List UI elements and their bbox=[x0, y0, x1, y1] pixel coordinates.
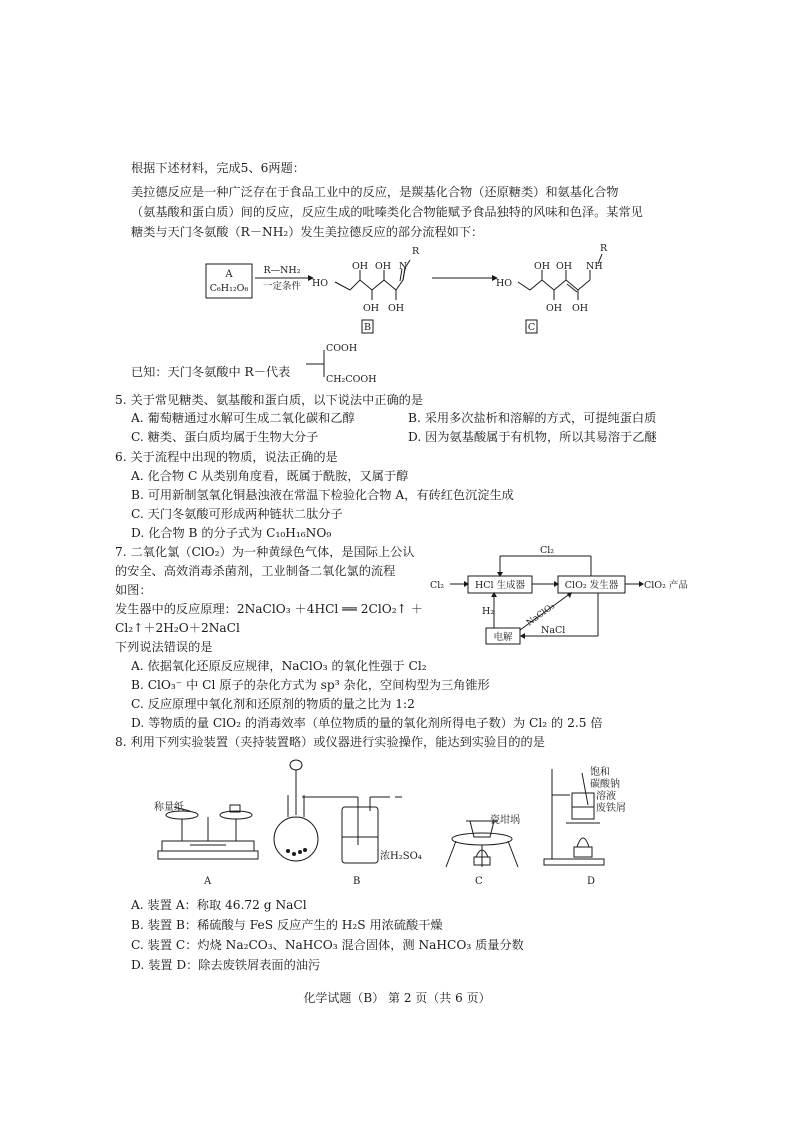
apparatus-b-flask bbox=[274, 760, 402, 863]
q5-option-b: B. 采用多次盐析和溶解的方式，可提纯蛋白质 bbox=[408, 411, 657, 425]
q5-option-c: C. 糖类、蛋白质均属于生物大分子 bbox=[131, 430, 319, 444]
q5-option-a: A. 葡萄糖通过水解可生成二氧化碳和乙醇 bbox=[131, 411, 355, 425]
label-b: B bbox=[364, 322, 371, 333]
caption-c: C bbox=[475, 876, 483, 887]
compound-b-n: N bbox=[399, 261, 408, 272]
q6-option-d: D. 化合物 B 的分子式为 C₁₀H₁₆NO₉ bbox=[131, 526, 332, 540]
flow-electrolysis: 电解 bbox=[493, 632, 513, 643]
intro-paragraph-line-2: （氨基酸和蛋白质）间的反应，反应生成的吡嗪类化合物能赋予食品独特的风味和色泽。某常见 bbox=[131, 205, 643, 219]
r-group-ch2cooh: CH₂COOH bbox=[326, 374, 377, 385]
clo2-flow-diagram bbox=[428, 544, 690, 646]
label-sat: 饱和 bbox=[590, 767, 610, 778]
q5-option-d: D. 因为氨基酸属于有机物，所以其易溶于乙醚 bbox=[408, 430, 657, 444]
compound-b-oh-2: OH bbox=[375, 261, 392, 272]
known-text: 已知：天门冬氨酸中 R－代表 bbox=[131, 365, 291, 379]
q7-option-c: C. 反应原理中氧化剂和还原剂的物质的量之比为 1:2 bbox=[131, 697, 415, 711]
compound-b-oh-1: OH bbox=[352, 261, 369, 272]
flow-cl2-left: Cl₂ bbox=[430, 580, 445, 591]
q7-option-b: B. ClO₃⁻ 中 Cl 原子的杂化方式为 sp³ 杂化，空间构型为三角锥形 bbox=[131, 678, 490, 692]
flow-cl2-top: Cl₂ bbox=[540, 545, 555, 556]
caption-a: A bbox=[204, 876, 212, 887]
compound-b-oh-3: OH bbox=[363, 303, 380, 314]
label-soda: 碳酸钠 bbox=[590, 779, 620, 790]
page-footer: 化学试题（B） 第 2 页（共 6 页） bbox=[303, 991, 491, 1005]
compound-b-r: R bbox=[412, 246, 420, 257]
compound-b-oh-4: OH bbox=[388, 303, 405, 314]
q5-stem: 5. 关于常见糖类、氨基酸和蛋白质，以下说法中正确的是 bbox=[115, 393, 424, 407]
q6-option-a: A. 化合物 C 从类别角度看，既属于酰胺，又属于醇 bbox=[131, 469, 409, 483]
apparatus-c-crucible bbox=[446, 821, 518, 867]
compound-c-r: R bbox=[600, 243, 608, 254]
flow-h2: H₂ bbox=[482, 606, 495, 617]
q8-option-d: D. 装置 D：除去废铁屑表面的油污 bbox=[131, 958, 321, 972]
flow-hcl-generator: HCl 生成器 bbox=[474, 580, 526, 591]
r-group-bonds bbox=[306, 350, 324, 377]
q7-option-d: D. 等物质的量 ClO₂ 的消毒效率（单位物质的量的氧化剂所得电子数）为 Cl₂ 的 2.5 倍 bbox=[131, 716, 603, 730]
q6-stem: 6. 关于流程中出现的物质，说法正确的是 bbox=[115, 450, 338, 464]
apparatus-a-balance bbox=[158, 805, 258, 859]
reagent-label: R—NH₂ bbox=[263, 265, 301, 276]
compound-c-oh-2: OH bbox=[556, 261, 573, 272]
compound-c-nh: NH bbox=[586, 261, 603, 272]
intro-paragraph-line-3: 糖类与天门冬氨酸（R－NH₂）发生美拉德反应的部分流程如下： bbox=[131, 225, 484, 239]
reaction-scheme bbox=[200, 240, 610, 345]
label-weigh-paper: 称量纸 bbox=[154, 802, 184, 813]
r-group-structure bbox=[304, 340, 384, 386]
compound-c-oh: OH bbox=[572, 303, 589, 314]
compound-c-oh-1: OH bbox=[534, 261, 551, 272]
q8-option-a: A. 装置 A：称取 46.72 g NaCl bbox=[131, 898, 307, 912]
label-crucible: 瓷坩埚 bbox=[490, 815, 520, 826]
box-a-label: A bbox=[225, 269, 233, 280]
flow-product: ClO₂ 产品 bbox=[644, 580, 688, 591]
q8-stem: 8. 利用下列实验装置（夹持装置略）或仪器进行实验操作，能达到实验目的的是 bbox=[115, 735, 545, 749]
q7-line-2: 的安全、高效消毒杀菌剂，工业制备二氧化氯的流程 bbox=[115, 564, 396, 578]
compound-b-ho: HO bbox=[312, 278, 329, 289]
box-a-formula: C₆H₁₂O₆ bbox=[209, 283, 249, 294]
q7-line-6: 下列说法错误的是 bbox=[115, 640, 213, 654]
apparatus-b-solids bbox=[286, 848, 307, 856]
q6-option-c: C. 天门冬氨酸可形成两种链状二肽分子 bbox=[131, 507, 343, 521]
q7-line-5: Cl₂↑＋2H₂O＋2NaCl bbox=[115, 621, 240, 635]
r-group-cooh: COOH bbox=[326, 343, 358, 354]
compound-c-ho: HO bbox=[496, 278, 513, 289]
flow-clo2-generator: ClO₂ 发生器 bbox=[564, 580, 619, 591]
flow-naclo3: NaClO₃ bbox=[524, 601, 557, 629]
caption-d: D bbox=[587, 876, 596, 887]
label-scrap-iron: 废铁屑 bbox=[596, 803, 626, 814]
q7-line-1: 7. 二氧化氯（ClO₂）为一种黄绿色气体，是国际上公认 bbox=[115, 545, 415, 559]
flow-nacl: NaCl bbox=[541, 625, 566, 636]
label-conc-h2so4: 浓H₂SO₄ bbox=[380, 851, 422, 862]
q8-option-c: C. 装置 C：灼烧 Na₂CO₃、NaHCO₃ 混合固体，测 NaHCO₃ 质量分数 bbox=[131, 938, 524, 952]
q6-option-b: B. 可用新制氢氧化铜悬浊液在常温下检验化合物 A，有砖红色沉淀生成 bbox=[131, 488, 514, 502]
condition-label: 一定条件 bbox=[262, 281, 302, 292]
intro-heading: 根据下述材料，完成5、6两题： bbox=[131, 161, 305, 175]
compound-c-oh-3: OH bbox=[546, 303, 563, 314]
q7-line-3: 如图： bbox=[115, 583, 152, 597]
label-solution: 溶液 bbox=[596, 791, 616, 802]
apparatus-figures bbox=[140, 755, 660, 895]
label-c: C bbox=[527, 322, 536, 333]
q7-option-a: A. 依据氧化还原反应规律，NaClO₃ 的氧化性强于 Cl₂ bbox=[131, 659, 427, 673]
q7-line-4: 发生器中的反应原理：2NaClO₃ ＋4HCl ══ 2ClO₂↑ ＋ bbox=[115, 602, 423, 616]
intro-paragraph-line-1: 美拉德反应是一种广泛存在于食品工业中的反应，是羰基化合物（还原糖类）和氨基化合物 bbox=[131, 185, 619, 199]
q8-option-b: B. 装置 B：稀硫酸与 FeS 反应产生的 H₂S 用浓硫酸干燥 bbox=[131, 918, 443, 932]
caption-b: B bbox=[353, 876, 361, 887]
